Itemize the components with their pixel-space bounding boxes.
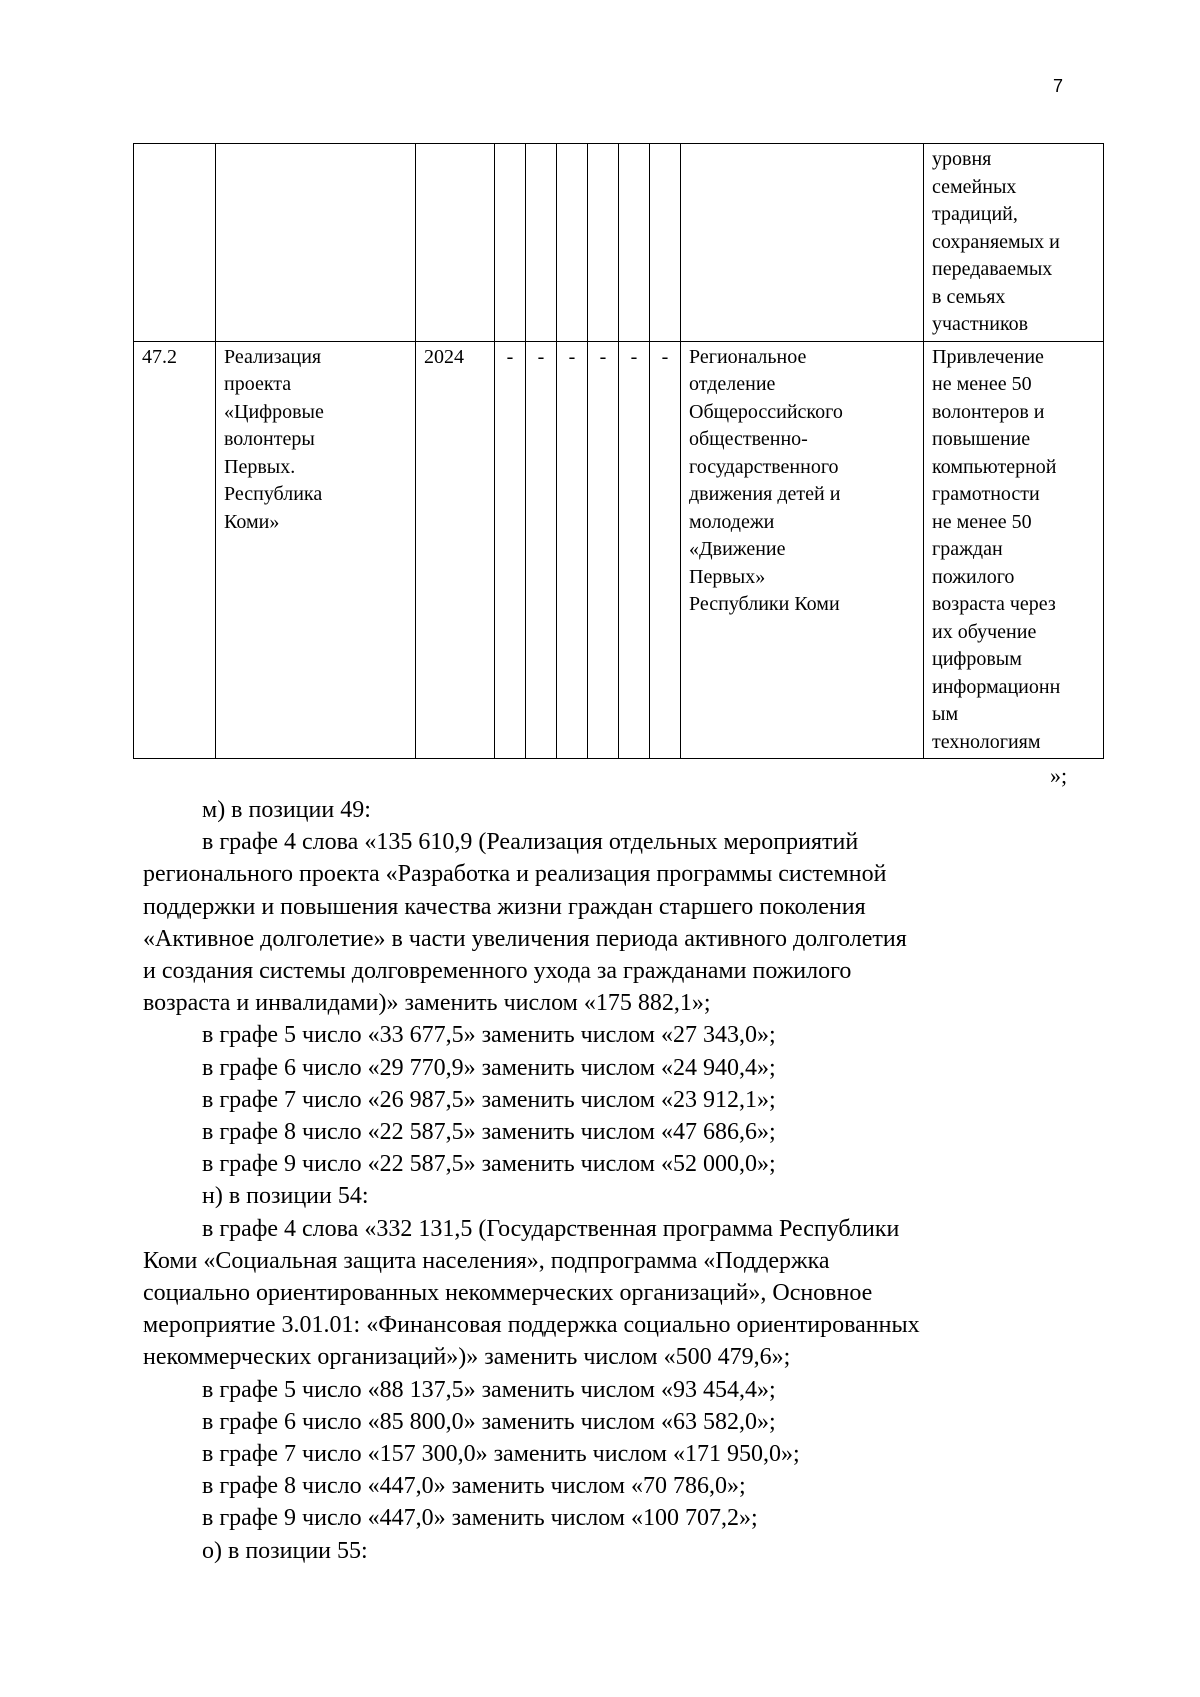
cell-name [216, 144, 416, 342]
cell-line: возраста через [932, 593, 1056, 615]
cell-line: молодежи [689, 510, 775, 533]
text-line: некоммерческих организаций»)» заменить числом «500 479,6»; [143, 1344, 791, 1371]
cell-result [924, 341, 1104, 759]
text-line: в графе 6 число «29 770,9» заменить числом «24 940,4»; [202, 1054, 776, 1081]
cell-col8: - [619, 341, 650, 759]
cell-line: Первых. [224, 455, 296, 478]
cell-line: их обучение [932, 620, 1037, 643]
closing-quote: »; [1050, 763, 1068, 788]
cell-line: Республики Коми [689, 593, 840, 615]
text-line: в графе 4 слова «332 131,5 (Государственная программа Республики [202, 1215, 900, 1242]
table-row-continued [134, 144, 1104, 342]
cell-num [134, 144, 216, 342]
cell-line: ым [932, 703, 959, 725]
text-line: поддержки и повышения качества жизни граждан старшего поколения [143, 893, 866, 920]
text-line: и создания системы долговременного ухода за гражданами пожилого [143, 958, 852, 985]
cell-line: технологиям [932, 730, 1041, 753]
page-number: 7 [1053, 76, 1064, 96]
cell-line: движения детей и [689, 483, 841, 505]
cell-col9 [650, 144, 681, 342]
cell-col7 [588, 144, 619, 342]
text-line: в графе 7 число «26 987,5» заменить числом «23 912,1»; [202, 1086, 776, 1113]
cell-line: общественно- [689, 428, 808, 450]
text-line: о) в позиции 55: [202, 1537, 368, 1564]
cell-col7: - [588, 341, 619, 759]
text-line: в графе 9 число «447,0» заменить числом «100 707,2»; [202, 1505, 758, 1532]
cell-line: государственного [689, 455, 839, 478]
cell-line: компьютерной [932, 455, 1057, 478]
cell-line: Общероссийского [689, 400, 843, 423]
cell-col6: - [557, 341, 588, 759]
cell-line: уровня [932, 148, 992, 170]
cell-line: цифровым [932, 648, 1022, 670]
cell-line: информационн [932, 675, 1061, 698]
cell-executor [681, 144, 924, 342]
cell-line: традиций, [932, 203, 1018, 225]
cell-line: отделение [689, 373, 776, 395]
cell-line: повышение [932, 428, 1031, 450]
cell-num: 47.2 [134, 341, 216, 759]
cell-result [924, 144, 1104, 342]
cell-line: Республика [224, 483, 323, 505]
cell-line: проекта [224, 373, 292, 395]
text-line: в графе 5 число «33 677,5» заменить числом «27 343,0»; [202, 1022, 776, 1049]
text-line: в графе 6 число «85 800,0» заменить числом «63 582,0»; [202, 1408, 776, 1435]
cell-executor [681, 341, 924, 759]
cell-col4: - [495, 341, 526, 759]
body-text [143, 794, 1078, 1567]
cell-line: в семьях [932, 285, 1006, 308]
cell-line: волонтеры [224, 428, 315, 450]
cell-line: не менее 50 [932, 510, 1032, 533]
cell-line: участников [932, 313, 1029, 335]
text-line: в графе 7 число «157 300,0» заменить числом «171 950,0»; [202, 1441, 800, 1468]
text-line: в графе 8 число «447,0» заменить числом «70 786,0»; [202, 1473, 746, 1500]
text-line: Коми «Социальная защита населения», подпрограмма «Поддержка [143, 1247, 830, 1274]
cell-year [416, 144, 495, 342]
text-line: «Активное долголетие» в части увеличения периода активного долголетия [143, 925, 907, 952]
cell-col9: - [650, 341, 681, 759]
cell-line: грамотности [932, 483, 1040, 505]
cell-col5: - [526, 341, 557, 759]
cell-line: сохраняемых и [932, 230, 1060, 253]
cell-line: Первых» [689, 565, 766, 588]
text-line: регионального проекта «Разработка и реализация программы системной [143, 861, 887, 888]
cell-col5 [526, 144, 557, 342]
cell-name [216, 341, 416, 759]
text-line: мероприятие 3.01.01: «Финансовая поддержка социально ориентированных [143, 1312, 920, 1339]
cell-line: Региональное [689, 345, 807, 368]
cell-line: Коми» [224, 510, 280, 533]
cell-line: волонтеров и [932, 400, 1045, 423]
text-line: в графе 4 слова «135 610,9 (Реализация отдельных мероприятий [202, 829, 859, 856]
text-line: в графе 5 число «88 137,5» заменить числом «93 454,4»; [202, 1376, 776, 1403]
cell-line: Реализация [224, 345, 322, 368]
table-row-47-2 [134, 341, 1104, 759]
cell-col8 [619, 144, 650, 342]
text-line: м) в позиции 49: [202, 797, 371, 823]
cell-line: Привлечение [932, 345, 1044, 368]
text-line: социально ориентированных некоммерческих организаций», Основное [143, 1280, 873, 1307]
cell-line: передаваемых [932, 258, 1053, 280]
cell-line: не менее 50 [932, 373, 1032, 395]
text-line: в графе 8 число «22 587,5» заменить числом «47 686,6»; [202, 1119, 776, 1146]
text-line: в графе 9 число «22 587,5» заменить числом «52 000,0»; [202, 1151, 776, 1178]
cell-line: «Цифровые [224, 400, 324, 423]
cell-line: пожилого [932, 565, 1015, 588]
cell-col4 [495, 144, 526, 342]
cell-line: «Движение [689, 538, 786, 560]
cell-line: граждан [932, 538, 1003, 560]
text-line: возраста и инвалидами)» заменить числом «175 882,1»; [143, 990, 711, 1017]
text-line: н) в позиции 54: [202, 1183, 369, 1210]
amendment-table [133, 143, 1104, 759]
cell-year: 2024 [416, 341, 495, 759]
cell-col6 [557, 144, 588, 342]
cell-line: семейных [932, 175, 1017, 198]
